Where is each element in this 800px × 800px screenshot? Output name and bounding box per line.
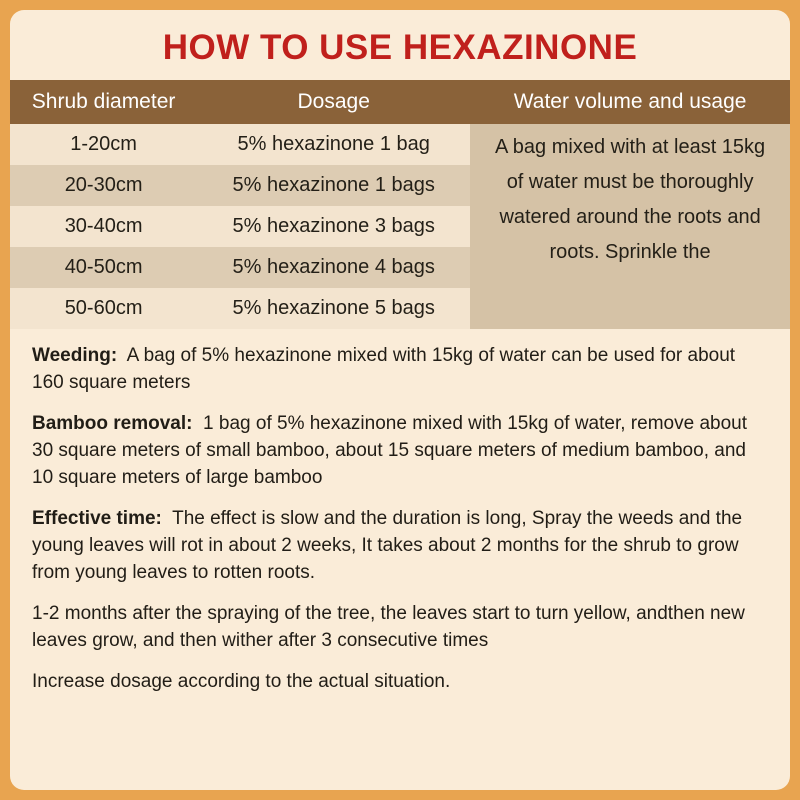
- cell-diameter: 50-60cm: [10, 288, 197, 329]
- note-tree-spraying: [32, 601, 768, 655]
- column-header-diameter: Shrub diameter: [10, 80, 197, 124]
- note-bamboo-removal: [32, 411, 768, 492]
- column-header-dosage: Dosage: [197, 80, 470, 124]
- note-label: Bamboo removal:: [32, 412, 193, 434]
- dosage-table: [10, 80, 790, 329]
- table-header-row: [10, 80, 790, 124]
- notes-section: [10, 329, 790, 696]
- table-row: [10, 124, 790, 165]
- note-text: A bag of 5% hexazinone mixed with 15kg of water can be used for about 160 square meters: [32, 345, 736, 393]
- cell-dosage: 5% hexazinone 1 bags: [197, 165, 470, 206]
- note-label: Effective time:: [32, 507, 162, 529]
- cell-dosage: 5% hexazinone 1 bag: [197, 124, 470, 165]
- note-effective-time: [32, 506, 768, 587]
- note-weeding: [32, 343, 768, 397]
- info-card: [10, 10, 790, 790]
- column-header-usage: Water volume and usage: [470, 80, 790, 124]
- cell-diameter: 1-20cm: [10, 124, 197, 165]
- note-text: Increase dosage according to the actual situation.: [32, 670, 451, 692]
- note-text: 1-2 months after the spraying of the tree, the leaves start to turn yellow, andthen new leaves grow, and then wither after 3 consecutive times: [32, 602, 745, 651]
- cell-dosage: 5% hexazinone 3 bags: [197, 206, 470, 247]
- cell-dosage: 5% hexazinone 5 bags: [197, 288, 470, 329]
- note-text: 1 bag of 5% hexazinone mixed with 15kg of water, remove about 30 square meters of small bamboo, about 15 square meters of medium bamboo, and 10 square meters of large bamboo: [32, 412, 747, 488]
- cell-diameter: 30-40cm: [10, 206, 197, 247]
- note-increase-dosage: [32, 669, 768, 696]
- cell-diameter: 20-30cm: [10, 165, 197, 206]
- cell-usage: A bag mixed with at least 15kg of water must be thoroughly watered around the roots and roots. Sprinkle the: [470, 124, 790, 329]
- note-text: The effect is slow and the duration is long, Spray the weeds and the young leaves will rot in about 2 weeks, It takes about 2 months for the shrub to grow from young leaves to rotten roots.: [32, 507, 743, 583]
- note-label: Weeding:: [32, 345, 118, 366]
- cell-diameter: 40-50cm: [10, 247, 197, 288]
- page-title: HOW TO USE HEXAZINONE: [162, 28, 638, 67]
- cell-dosage: 5% hexazinone 4 bags: [197, 247, 470, 288]
